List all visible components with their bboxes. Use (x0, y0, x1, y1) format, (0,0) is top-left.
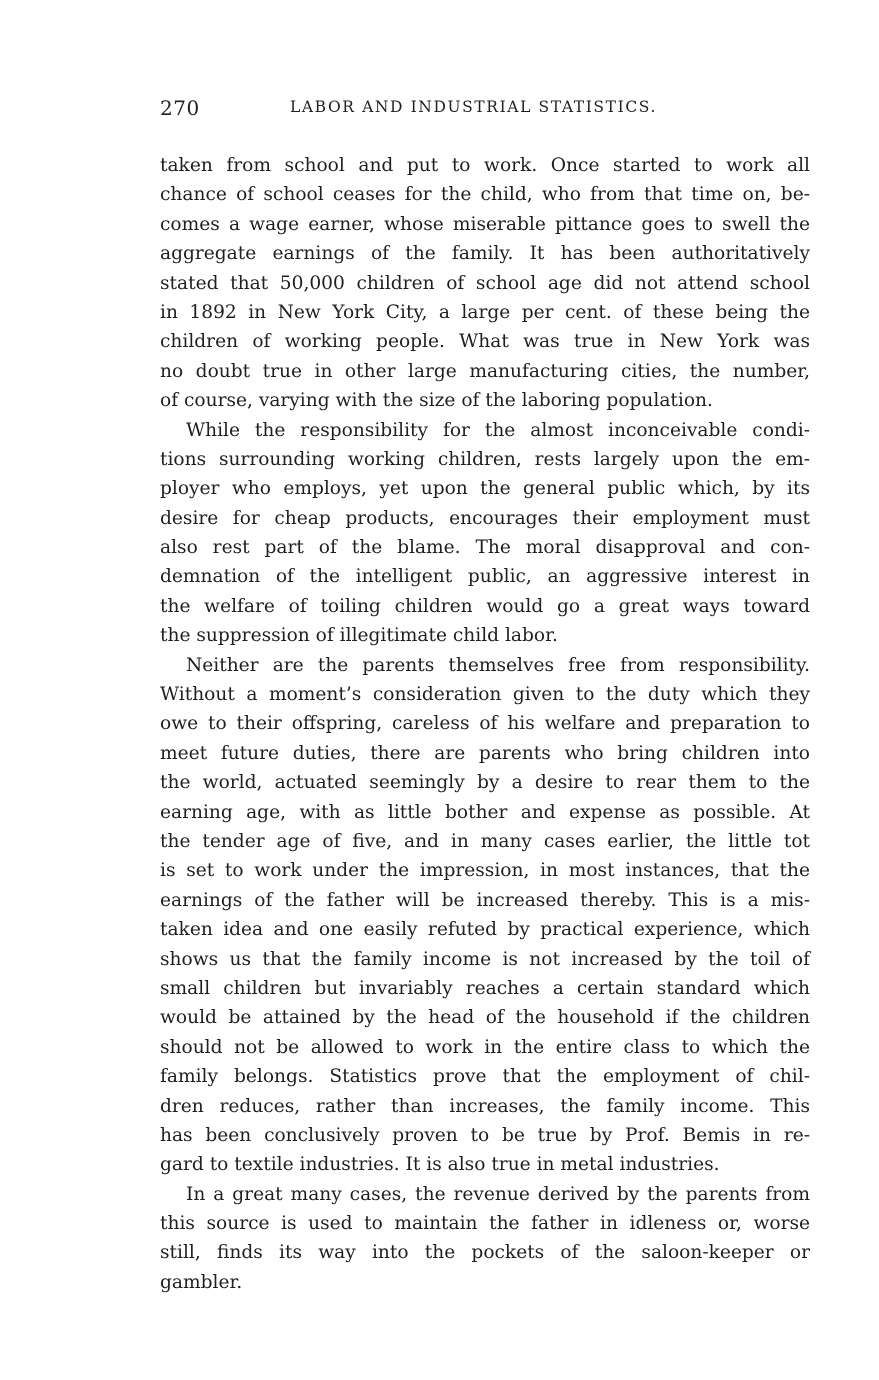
text-line: tions surrounding working children, rests largely upon the em- (160, 448, 810, 470)
text-line: dren reduces, rather than increases, the family income. This (160, 1095, 810, 1117)
text-line: the suppression of illegitimate child labor. (160, 625, 558, 647)
text-line: demnation of the intelligent public, an aggressive interest in (160, 566, 810, 588)
text-line: small children but invariably reaches a certain standard which (160, 977, 810, 999)
text-line: the world, actuated seemingly by a desire to rear them to the (160, 772, 810, 794)
paragraph-4 (160, 1180, 810, 1298)
text-line: shows us that the family income is not increased by the toil of (160, 948, 810, 970)
text-line: should not be allowed to work in the entire class to which the (160, 1036, 810, 1058)
text-line: owe to their offspring, careless of his welfare and preparation to (160, 713, 810, 735)
text-line: taken from school and put to work. Once started to work all (160, 155, 810, 176)
text-line: Without a moment’s consideration given to the duty which they (160, 684, 810, 706)
text-line: earnings of the father will be increased thereby. This is a mis- (160, 889, 810, 911)
text-line: While the responsibility for the almost inconceivable condi- (186, 419, 810, 441)
text-line: has been conclusively proven to be true by Prof. Bemis in re- (160, 1124, 810, 1146)
paragraph-1 (160, 151, 810, 416)
text-line: stated that 50,000 children of school age did not attend school (160, 272, 810, 294)
page-header (160, 96, 810, 126)
text-line: desire for cheap products, encourages their employment must (160, 507, 810, 529)
text-line: ployer who employs, yet upon the general public which, by its (160, 478, 810, 500)
text-line: In a great many cases, the revenue derived by the parents from (186, 1183, 810, 1205)
text-line: in 1892 in New York City, a large per cent. of these being the (160, 301, 810, 323)
text-line: this source is used to maintain the father in idleness or, worse (160, 1213, 810, 1235)
text-line: no doubt true in other large manufacturing cities, the number, (160, 360, 810, 382)
text-line: gard to textile industries. It is also true in metal industries. (160, 1154, 720, 1176)
text-line: meet future duties, there are parents who bring children into (160, 742, 810, 764)
text-line: still, finds its way into the pockets of the saloon-keeper or (160, 1242, 810, 1264)
text-line: comes a wage earner, whose miserable pittance goes to swell the (160, 213, 810, 235)
paragraph-2 (160, 416, 810, 651)
text-line: earning age, with as little bother and expense as possible. At (160, 801, 810, 823)
text-line: children of working people. What was true in New York was (160, 331, 810, 353)
paragraph-3 (160, 651, 810, 1180)
page-number: 270 (160, 96, 200, 120)
text-line: would be attained by the head of the household if the children (160, 1007, 810, 1029)
body-text (160, 151, 810, 1297)
text-line: the welfare of toiling children would go a great ways toward (160, 595, 810, 617)
text-line: Neither are the parents themselves free from responsibility. (186, 654, 810, 676)
text-line: family belongs. Statistics prove that the employment of chil- (160, 1066, 810, 1088)
text-line: the tender age of five, and in many cases earlier, the little tot (160, 830, 810, 852)
running-title: LABOR AND INDUSTRIAL STATISTICS. (290, 98, 657, 116)
text-line: aggregate earnings of the family. It has been authoritatively (160, 243, 810, 265)
text-line: of course, varying with the size of the laboring population. (160, 390, 713, 412)
text-line: taken idea and one easily refuted by practical experience, which (160, 919, 810, 941)
text-line: chance of school ceases for the child, who from that time on, be- (160, 184, 810, 206)
text-line: gambler. (160, 1271, 243, 1293)
text-line: is set to work under the impression, in most instances, that the (160, 860, 810, 882)
text-line: also rest part of the blame. The moral disapproval and con- (160, 537, 810, 559)
